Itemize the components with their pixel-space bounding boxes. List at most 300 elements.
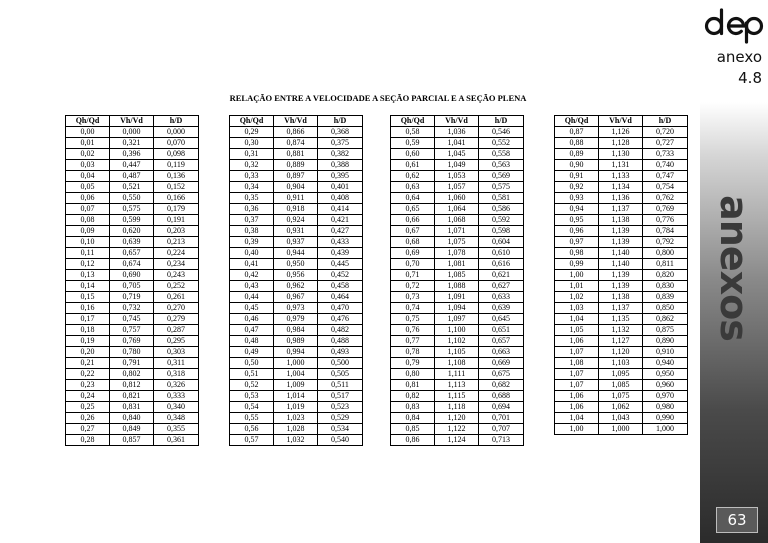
table-cell: 0,46 [230, 314, 274, 325]
table-cell: 1,053 [435, 171, 479, 182]
table-cell: 0,59 [391, 138, 435, 149]
table-cell: 0,95 [555, 215, 599, 226]
table-cell: 0,979 [274, 314, 318, 325]
table-row [391, 292, 524, 303]
table-cell: 0,984 [274, 325, 318, 336]
table-row [555, 204, 688, 215]
table-cell: 1,130 [599, 149, 643, 160]
table-cell: 0,616 [479, 259, 524, 270]
table-cell: 0,20 [66, 347, 110, 358]
table-cell: 0,56 [230, 424, 274, 435]
table-cell: 1,000 [643, 424, 688, 435]
table-cell: 0,80 [391, 369, 435, 380]
table-cell: 1,091 [435, 292, 479, 303]
table-cell: 0,866 [274, 127, 318, 138]
table-cell: 1,113 [435, 380, 479, 391]
table-cell: 0,07 [66, 204, 110, 215]
table-row [391, 358, 524, 369]
table-cell: 0,01 [66, 138, 110, 149]
table-cell: 0,311 [154, 358, 199, 369]
table-cell: 1,088 [435, 281, 479, 292]
table-cell: 0,769 [643, 204, 688, 215]
table-cell: 0,340 [154, 402, 199, 413]
table-cell: 0,732 [110, 303, 154, 314]
table-cell: 0,54 [230, 402, 274, 413]
table-cell: 0,30 [230, 138, 274, 149]
column-header: Qh/Qd [391, 116, 435, 127]
table-cell: 0,90 [555, 160, 599, 171]
table-row [230, 325, 363, 336]
table-cell: 0,36 [230, 204, 274, 215]
table-cell: 1,05 [555, 325, 599, 336]
table-cell: 0,657 [110, 248, 154, 259]
table-cell: 0,674 [110, 259, 154, 270]
table-cell: 0,487 [110, 171, 154, 182]
table-cell: 0,287 [154, 325, 199, 336]
table-row [66, 226, 199, 237]
table-row [230, 226, 363, 237]
table-cell: 0,382 [318, 149, 363, 160]
table-cell: 0,581 [479, 193, 524, 204]
table-cell: 0,396 [110, 149, 154, 160]
table-cell: 0,14 [66, 281, 110, 292]
table-cell: 0,08 [66, 215, 110, 226]
table-row [391, 259, 524, 270]
table-cell: 0,73 [391, 292, 435, 303]
table-row [66, 171, 199, 182]
table-cell: 1,057 [435, 182, 479, 193]
table-cell: 0,904 [274, 182, 318, 193]
table-cell: 0,06 [66, 193, 110, 204]
table-cell: 1,081 [435, 259, 479, 270]
table-cell: 0,575 [110, 204, 154, 215]
table-cell: 0,25 [66, 402, 110, 413]
table-row [555, 127, 688, 138]
table-cell: 0,31 [230, 149, 274, 160]
table-cell: 0,944 [274, 248, 318, 259]
table-cell: 0,66 [391, 215, 435, 226]
table-cell: 0,279 [154, 314, 199, 325]
table-row [230, 413, 363, 424]
table-cell: 1,032 [274, 435, 318, 446]
table-row [66, 259, 199, 270]
table-cell: 1,019 [274, 402, 318, 413]
table-cell: 0,733 [643, 149, 688, 160]
table-row [230, 336, 363, 347]
table-cell: 0,18 [66, 325, 110, 336]
table-cell: 0,610 [479, 248, 524, 259]
table-cell: 0,940 [643, 358, 688, 369]
table-cell: 0,64 [391, 193, 435, 204]
table-row [391, 336, 524, 347]
table-row [391, 171, 524, 182]
table-cell: 1,139 [599, 226, 643, 237]
table-cell: 0,563 [479, 160, 524, 171]
table-cell: 0,388 [318, 160, 363, 171]
table-row [555, 292, 688, 303]
table-cell: 0,831 [110, 402, 154, 413]
table-row [230, 215, 363, 226]
table-cell: 0,63 [391, 182, 435, 193]
column-header: Qh/Qd [66, 116, 110, 127]
table-header-row [391, 116, 524, 127]
table-cell: 0,840 [110, 413, 154, 424]
table-cell: 0,720 [643, 127, 688, 138]
table-cell: 1,140 [599, 248, 643, 259]
table-row [555, 424, 688, 435]
table-cell: 1,064 [435, 204, 479, 215]
table-cell: 0,295 [154, 336, 199, 347]
table-row [230, 358, 363, 369]
table-row [555, 303, 688, 314]
table-cell: 0,705 [110, 281, 154, 292]
table-cell: 1,062 [599, 402, 643, 413]
table-cell: 0,82 [391, 391, 435, 402]
column-header: Vh/Vd [599, 116, 643, 127]
table-cell: 0,22 [66, 369, 110, 380]
table-cell: 1,118 [435, 402, 479, 413]
table-cell: 1,133 [599, 171, 643, 182]
ratio-table-1 [65, 115, 199, 446]
table-cell: 1,124 [435, 435, 479, 446]
table-row [66, 182, 199, 193]
table-cell: 0,470 [318, 303, 363, 314]
table-cell: 0,569 [479, 171, 524, 182]
table-row [230, 248, 363, 259]
table-row [555, 138, 688, 149]
table-cell: 1,097 [435, 314, 479, 325]
table-cell: 0,505 [318, 369, 363, 380]
table-row [555, 336, 688, 347]
table-cell: 1,140 [599, 259, 643, 270]
column-header: h/D [479, 116, 524, 127]
table-cell: 0,433 [318, 237, 363, 248]
table-cell: 0,361 [154, 435, 199, 446]
table-cell: 0,747 [643, 171, 688, 182]
table-row [391, 424, 524, 435]
table-cell: 1,01 [555, 281, 599, 292]
table-cell: 0,42 [230, 270, 274, 281]
table-cell: 0,252 [154, 281, 199, 292]
table-row [391, 303, 524, 314]
table-cell: 0,688 [479, 391, 524, 402]
table-cell: 1,105 [435, 347, 479, 358]
table-cell: 0,21 [66, 358, 110, 369]
table-cell: 0,11 [66, 248, 110, 259]
table-row [391, 369, 524, 380]
table-header-row [230, 116, 363, 127]
table-cell: 0,990 [643, 413, 688, 424]
table-cell: 1,00 [555, 270, 599, 281]
table-cell: 0,960 [643, 380, 688, 391]
table-cell: 0,119 [154, 160, 199, 171]
table-row [66, 127, 199, 138]
table-cell: 0,633 [479, 292, 524, 303]
table-cell: 1,04 [555, 314, 599, 325]
table-cell: 0,93 [555, 193, 599, 204]
annex-label: anexo [716, 48, 762, 66]
table-row [230, 138, 363, 149]
table-cell: 0,72 [391, 281, 435, 292]
table-row [66, 314, 199, 325]
table-cell: 0,35 [230, 193, 274, 204]
table-cell: 0,26 [66, 413, 110, 424]
table-cell: 0,99 [555, 259, 599, 270]
table-cell: 1,06 [555, 391, 599, 402]
table-cell: 0,950 [643, 369, 688, 380]
table-row [66, 281, 199, 292]
table-cell: 1,120 [435, 413, 479, 424]
table-row [230, 402, 363, 413]
table-row [391, 413, 524, 424]
table-cell: 1,134 [599, 182, 643, 193]
table-cell: 0,88 [555, 138, 599, 149]
table-row [66, 149, 199, 160]
table-cell: 0,44 [230, 292, 274, 303]
table-cell: 0,890 [643, 336, 688, 347]
table-cell: 0,973 [274, 303, 318, 314]
table-cell: 1,060 [435, 193, 479, 204]
annex-number: 4.8 [738, 69, 762, 87]
table-row [230, 171, 363, 182]
table-row [230, 303, 363, 314]
table-cell: 0,368 [318, 127, 363, 138]
table-cell: 0,09 [66, 226, 110, 237]
table-cell: 0,445 [318, 259, 363, 270]
table-cell: 0,792 [643, 237, 688, 248]
table-cell: 0,32 [230, 160, 274, 171]
table-cell: 0,839 [643, 292, 688, 303]
table-row [391, 435, 524, 446]
ratio-table-3 [390, 115, 524, 446]
table-row [391, 281, 524, 292]
table-cell: 0,552 [479, 138, 524, 149]
table-row [555, 237, 688, 248]
table-cell: 0,757 [110, 325, 154, 336]
table-row [66, 435, 199, 446]
table-cell: 0,68 [391, 237, 435, 248]
table-row [555, 413, 688, 424]
table-row [230, 347, 363, 358]
table-row [391, 314, 524, 325]
table-cell: 0,348 [154, 413, 199, 424]
table-cell: 0,70 [391, 259, 435, 270]
table-cell: 0,77 [391, 336, 435, 347]
table-cell: 0,910 [643, 347, 688, 358]
table-cell: 1,139 [599, 270, 643, 281]
table-cell: 0,28 [66, 435, 110, 446]
table-row [391, 149, 524, 160]
table-cell: 0,762 [643, 193, 688, 204]
table-cell: 0,550 [110, 193, 154, 204]
table-cell: 1,078 [435, 248, 479, 259]
table-cell: 0,51 [230, 369, 274, 380]
table-cell: 0,84 [391, 413, 435, 424]
table-cell: 0,458 [318, 281, 363, 292]
table-cell: 0,43 [230, 281, 274, 292]
table-cell: 0,950 [274, 259, 318, 270]
table-row [555, 325, 688, 336]
table-cell: 1,132 [599, 325, 643, 336]
table-row [555, 270, 688, 281]
table-cell: 0,37 [230, 215, 274, 226]
table-cell: 0,38 [230, 226, 274, 237]
table-row [230, 193, 363, 204]
table-cell: 1,06 [555, 402, 599, 413]
table-cell: 0,586 [479, 204, 524, 215]
table-cell: 0,15 [66, 292, 110, 303]
table-row [230, 292, 363, 303]
table-cell: 0,962 [274, 281, 318, 292]
column-header: Qh/Qd [230, 116, 274, 127]
table-cell: 0,812 [110, 380, 154, 391]
table-row [555, 402, 688, 413]
table-cell: 0,89 [555, 149, 599, 160]
ratio-table-4 [554, 115, 688, 435]
table-cell: 0,657 [479, 336, 524, 347]
table-row [66, 325, 199, 336]
table-cell: 0,918 [274, 204, 318, 215]
table-cell: 0,821 [110, 391, 154, 402]
table-cell: 0,303 [154, 347, 199, 358]
table-cell: 1,127 [599, 336, 643, 347]
table-cell: 0,62 [391, 171, 435, 182]
column-header: Qh/Qd [555, 116, 599, 127]
table-cell: 0,604 [479, 237, 524, 248]
table-cell: 0,261 [154, 292, 199, 303]
table-row [555, 226, 688, 237]
column-header: h/D [318, 116, 363, 127]
table-row [391, 160, 524, 171]
table-row [391, 193, 524, 204]
table-cell: 0,967 [274, 292, 318, 303]
table-cell: 1,014 [274, 391, 318, 402]
table-cell: 0,17 [66, 314, 110, 325]
table-cell: 1,023 [274, 413, 318, 424]
table-cell: 1,094 [435, 303, 479, 314]
table-cell: 0,482 [318, 325, 363, 336]
table-cell: 1,07 [555, 380, 599, 391]
table-cell: 0,627 [479, 281, 524, 292]
table-row [555, 248, 688, 259]
table-cell: 0,862 [643, 314, 688, 325]
table-cell: 0,60 [391, 149, 435, 160]
table-cell: 0,707 [479, 424, 524, 435]
table-cell: 0,529 [318, 413, 363, 424]
table-cell: 0,65 [391, 204, 435, 215]
table-cell: 1,138 [599, 292, 643, 303]
table-cell: 1,04 [555, 413, 599, 424]
table-cell: 0,800 [643, 248, 688, 259]
table-cell: 0,34 [230, 182, 274, 193]
table-cell: 0,701 [479, 413, 524, 424]
table-row [66, 336, 199, 347]
table-cell: 0,326 [154, 380, 199, 391]
table-cell: 1,004 [274, 369, 318, 380]
table-cell: 1,000 [274, 358, 318, 369]
table-cell: 0,881 [274, 149, 318, 160]
table-cell: 0,333 [154, 391, 199, 402]
table-row [66, 215, 199, 226]
table-cell: 0,830 [643, 281, 688, 292]
table-cell: 0,521 [110, 182, 154, 193]
table-row [555, 380, 688, 391]
column-header: Vh/Vd [274, 116, 318, 127]
table-cell: 1,137 [599, 204, 643, 215]
table-cell: 0,29 [230, 127, 274, 138]
ratio-table-2 [229, 115, 363, 446]
table-cell: 0,575 [479, 182, 524, 193]
table-cell: 0,598 [479, 226, 524, 237]
table-cell: 0,92 [555, 182, 599, 193]
table-cell: 0,540 [318, 435, 363, 446]
table-cell: 0,645 [479, 314, 524, 325]
table-cell: 0,682 [479, 380, 524, 391]
table-cell: 0,849 [110, 424, 154, 435]
table-row [66, 303, 199, 314]
table-row [66, 193, 199, 204]
table-row [230, 204, 363, 215]
page-title: RELAÇÃO ENTRE A VELOCIDADE A SEÇÃO PARCIAL E A SEÇÃO PLENA [229, 93, 527, 103]
dep-logo [702, 2, 766, 46]
column-header: Vh/Vd [110, 116, 154, 127]
table-cell: 0,47 [230, 325, 274, 336]
table-cell: 1,103 [599, 358, 643, 369]
table-row [230, 424, 363, 435]
table-row [555, 193, 688, 204]
table-row [391, 215, 524, 226]
table-row [66, 391, 199, 402]
table-row [555, 171, 688, 182]
table-cell: 0,493 [318, 347, 363, 358]
table-row [391, 391, 524, 402]
table-cell: 0,67 [391, 226, 435, 237]
table-cell: 0,91 [555, 171, 599, 182]
table-cell: 0,179 [154, 204, 199, 215]
table-cell: 1,00 [555, 424, 599, 435]
table-cell: 0,13 [66, 270, 110, 281]
table-cell: 0,937 [274, 237, 318, 248]
table-cell: 0,970 [643, 391, 688, 402]
table-row [555, 149, 688, 160]
table-row [66, 138, 199, 149]
table-row [66, 358, 199, 369]
table-cell: 1,095 [599, 369, 643, 380]
table-cell: 0,81 [391, 380, 435, 391]
table-cell: 0,16 [66, 303, 110, 314]
table-cell: 0,727 [643, 138, 688, 149]
table-row [66, 380, 199, 391]
table-cell: 0,52 [230, 380, 274, 391]
table-cell: 1,043 [599, 413, 643, 424]
table-cell: 0,318 [154, 369, 199, 380]
table-cell: 0,24 [66, 391, 110, 402]
table-cell: 0,10 [66, 237, 110, 248]
table-cell: 1,108 [435, 358, 479, 369]
table-cell: 1,111 [435, 369, 479, 380]
table-cell: 0,58 [391, 127, 435, 138]
table-cell: 1,085 [435, 270, 479, 281]
table-cell: 0,421 [318, 215, 363, 226]
table-cell: 0,395 [318, 171, 363, 182]
table-cell: 0,19 [66, 336, 110, 347]
table-cell: 1,02 [555, 292, 599, 303]
table-cell: 0,48 [230, 336, 274, 347]
table-cell: 1,036 [435, 127, 479, 138]
table-cell: 0,12 [66, 259, 110, 270]
table-cell: 0,191 [154, 215, 199, 226]
table-cell: 0,61 [391, 160, 435, 171]
